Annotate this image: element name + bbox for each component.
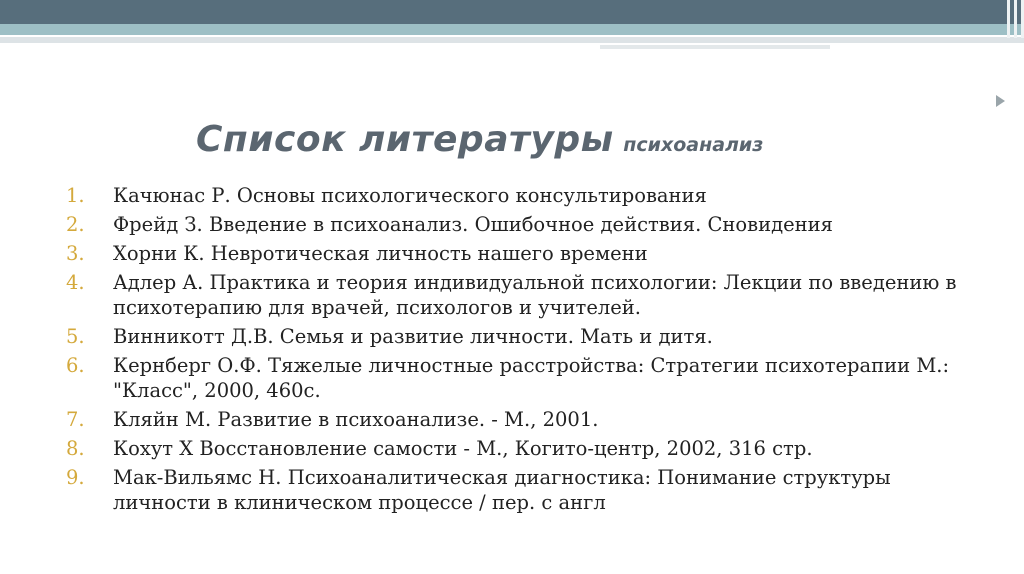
item-number: 3. — [66, 242, 85, 265]
item-text: Кернберг О.Ф. Тяжелые личностные расстройства: Стратегии психотерапии М.: "Класс", 2000, 460с. — [113, 354, 950, 402]
item-number: 1. — [66, 184, 85, 207]
reference-item — [66, 212, 966, 237]
title-subtitle: психоанализ — [623, 134, 764, 156]
reference-item — [66, 270, 966, 320]
item-number: 4. — [66, 271, 85, 294]
reference-item — [66, 407, 966, 432]
header-bar-light — [0, 37, 1024, 43]
reference-list — [66, 183, 966, 519]
item-text: Хорни К. Невротическая личность нашего времени — [113, 242, 648, 265]
header-stripes — [984, 0, 1024, 38]
reference-item — [66, 465, 966, 515]
item-text: Мак-Вильямс Н. Психоаналитическая диагностика: Понимание структуры личности в клиническом процессе / пер. с англ — [113, 466, 891, 514]
header-bar-accent — [600, 45, 830, 49]
triangle-right-icon — [996, 95, 1005, 107]
title-main: Список литературы — [196, 119, 614, 160]
stripe — [1007, 0, 1010, 38]
item-number: 5. — [66, 325, 85, 348]
item-number: 7. — [66, 408, 85, 431]
item-text: Фрейд З. Введение в психоанализ. Ошибочное действия. Сновидения — [113, 213, 833, 236]
item-text: Адлер А. Практика и теория индивидуальной психологии: Лекции по введению в психотерапию для врачей, психологов и учителей. — [113, 271, 957, 319]
item-text: Кохут Х Восстановление самости - М., Когито-центр, 2002, 316 стр. — [113, 437, 813, 460]
item-text: Винникотт Д.В. Семья и развитие личности. Мать и дитя. — [113, 325, 713, 348]
slide-title — [196, 119, 763, 160]
header-bar-dark — [0, 0, 1024, 24]
header-bar-teal — [0, 24, 1024, 35]
item-text: Кляйн М. Развитие в психоанализе. - М., 2001. — [113, 408, 599, 431]
item-number: 6. — [66, 354, 85, 377]
reference-item — [66, 353, 966, 403]
reference-item — [66, 324, 966, 349]
stripe — [1014, 0, 1017, 38]
reference-item — [66, 183, 966, 208]
reference-item — [66, 436, 966, 461]
item-text: Качюнас Р. Основы психологического консультирования — [113, 184, 707, 207]
item-number: 9. — [66, 466, 85, 489]
item-number: 8. — [66, 437, 85, 460]
item-number: 2. — [66, 213, 85, 236]
reference-item — [66, 241, 966, 266]
